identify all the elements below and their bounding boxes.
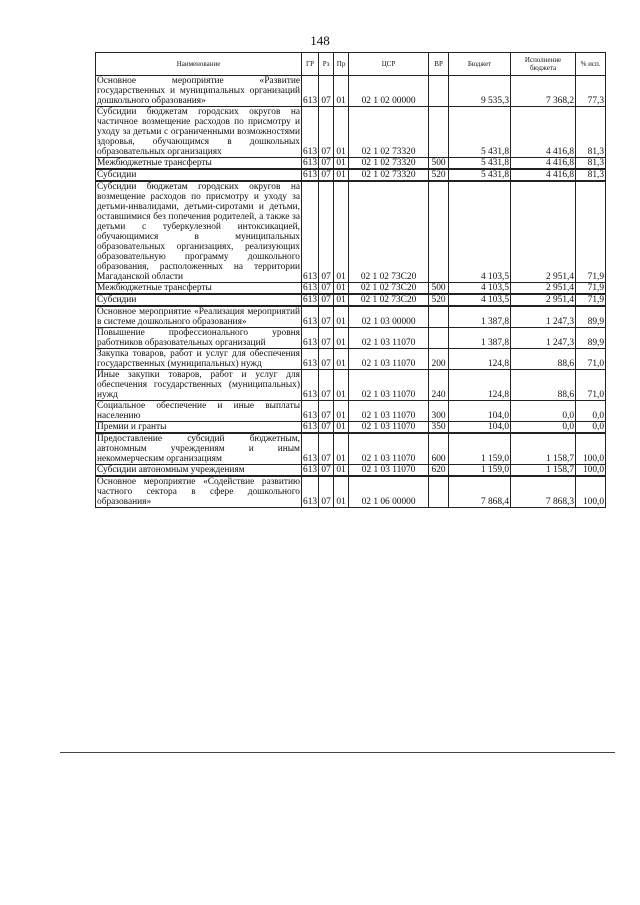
table-row — [96, 465, 606, 477]
cell-execution: 88,6 — [511, 370, 576, 401]
cell-vr: 520 — [429, 294, 449, 306]
cell-pr: 01 — [334, 349, 349, 370]
cell-execution: 2 951,4 — [511, 294, 576, 306]
cell-csr: 02 1 02 73320 — [349, 158, 429, 170]
cell-gr: 613 — [303, 465, 318, 475]
cell-percent: 81,3 — [576, 158, 606, 170]
cell-rz: 07 — [319, 283, 334, 295]
table-row — [96, 181, 606, 283]
cell-execution: 4 416,8 — [511, 158, 576, 170]
cell-gr: 613 — [302, 76, 319, 107]
cell-pr: 01 — [334, 401, 349, 422]
cell-pr: 01 — [334, 158, 349, 170]
cell-csr: 02 1 03 11070 — [349, 465, 429, 477]
header-budget: Бюджет — [449, 53, 511, 76]
cell-pr: 01 — [334, 370, 349, 401]
cell-pr: 01 — [334, 169, 349, 181]
cell-rz: 07 — [319, 107, 334, 158]
header-pr: Пр — [334, 53, 349, 76]
cell-csr: 02 1 02 73С20 — [349, 181, 429, 283]
cell-execution: 1 158,7 — [511, 465, 576, 477]
table-row — [96, 349, 606, 370]
cell-rz: 07 — [319, 476, 334, 508]
cell-rz: 07 — [319, 169, 334, 181]
cell-gr: 613 — [302, 181, 319, 283]
cell-name: Основное мероприятие «Содействие развитию частного сектора в сфере дошкольного образования» — [97, 477, 300, 507]
cell-name: Субсидии бюджетам городских округов на возмещение расходов по присмотру и уходу за детьми-инвалидами, детьми-сиротами и детьми, оставшимися без попечения родителей, а также за детьми с туберкулезной интоксикацией, обучающимися в муниципальных образовательных организациях, реализующих образовательную программу дошкольного образования, расположенных на территории Магаданской области — [97, 182, 300, 282]
cell-percent: 0,0 — [576, 422, 606, 434]
cell-vr: 500 — [429, 158, 449, 170]
cell-gr: 613 — [303, 158, 318, 168]
cell-name: Иные закупки товаров, работ и услуг для обеспечения государственных (муниципальных) нужд — [97, 370, 300, 400]
cell-name: Субсидии автономным учреждениям — [96, 465, 302, 477]
cell-gr: 613 — [302, 328, 319, 349]
header-vr: ВР — [429, 53, 449, 76]
cell-gr: 613 — [302, 476, 319, 508]
cell-name: Премии и гранты — [96, 422, 302, 434]
table-header-row — [96, 53, 606, 76]
cell-name: Повышение профессионального уровня работников образовательных организаций — [97, 328, 300, 348]
cell-vr — [429, 306, 449, 328]
cell-percent: 100,0 — [576, 465, 606, 477]
cell-budget: 104,0 — [449, 401, 511, 422]
cell-percent: 77,3 — [576, 76, 606, 107]
cell-execution: 2 951,4 — [511, 283, 576, 295]
cell-name: Предоставление субсидий бюджетным, автономным учреждениям и иным некоммерческим организациям — [97, 434, 300, 464]
cell-budget: 9 535,3 — [449, 76, 511, 107]
cell-rz: 07 — [319, 401, 334, 422]
cell-csr: 02 1 03 11070 — [349, 349, 429, 370]
table-row — [96, 169, 606, 181]
cell-budget: 4 103,5 — [449, 181, 511, 283]
cell-vr: 620 — [429, 465, 449, 477]
table-row — [96, 283, 606, 295]
cell-gr: 613 — [303, 295, 318, 305]
table-row — [96, 107, 606, 158]
cell-vr: 520 — [429, 169, 449, 181]
cell-percent: 71,9 — [576, 283, 606, 295]
cell-csr: 02 1 03 11070 — [349, 401, 429, 422]
cell-percent: 89,9 — [576, 306, 606, 328]
page-number: 148 — [310, 33, 330, 48]
cell-pr: 01 — [334, 107, 349, 158]
cell-vr: 500 — [429, 283, 449, 295]
cell-gr: 613 — [302, 433, 319, 465]
cell-percent: 81,3 — [576, 169, 606, 181]
cell-name: Основное мероприятие «Развитие государственных и муниципальных организаций дошкольного образования» — [97, 76, 300, 106]
cell-rz: 07 — [319, 181, 334, 283]
cell-rz: 07 — [319, 465, 334, 477]
cell-name: Субсидии — [96, 169, 302, 181]
header-execution: Исполнение бюджета — [511, 53, 576, 76]
cell-name: Основное мероприятие «Реализация мероприятий в системе дошкольного образования» — [97, 307, 300, 327]
cell-gr: 613 — [302, 349, 319, 370]
cell-vr — [429, 181, 449, 283]
table-row — [96, 306, 606, 328]
cell-pr: 01 — [334, 76, 349, 107]
cell-execution: 1 158,7 — [511, 433, 576, 465]
cell-name: Субсидии — [96, 294, 302, 306]
cell-csr: 02 1 03 11070 — [349, 370, 429, 401]
table-row — [96, 294, 606, 306]
table-row — [96, 328, 606, 349]
cell-gr: 613 — [303, 283, 318, 293]
cell-pr: 01 — [334, 181, 349, 283]
cell-percent: 71,9 — [576, 294, 606, 306]
cell-execution: 1 247,3 — [511, 328, 576, 349]
cell-vr: 200 — [429, 349, 449, 370]
cell-name: Закупка товаров, работ и услуг для обеспечения государственных (муниципальных) нужд — [97, 349, 300, 369]
cell-csr: 02 1 02 73С20 — [349, 283, 429, 295]
cell-gr: 613 — [302, 401, 319, 422]
cell-percent: 71,9 — [576, 181, 606, 283]
cell-name: Межбюджетные трансферты — [96, 283, 302, 295]
cell-vr — [429, 107, 449, 158]
cell-budget: 1 159,0 — [449, 465, 511, 477]
cell-budget: 1 387,8 — [449, 328, 511, 349]
cell-vr: 300 — [429, 401, 449, 422]
table-row — [96, 158, 606, 170]
cell-rz: 07 — [319, 294, 334, 306]
cell-rz: 07 — [319, 328, 334, 349]
cell-budget: 7 868,4 — [449, 476, 511, 508]
budget-table — [95, 52, 606, 508]
cell-name: Субсидии бюджетам городских округов на частичное возмещение расходов по присмотру и уходу за детьми с ограниченными возможностями здоровья, обучающимся в дошкольных образовательных организациях — [97, 107, 300, 157]
cell-rz: 07 — [319, 370, 334, 401]
cell-pr: 01 — [334, 294, 349, 306]
table-body — [96, 76, 606, 508]
cell-budget: 104,0 — [449, 422, 511, 434]
cell-name: Межбюджетные трансферты — [96, 158, 302, 170]
cell-execution: 4 416,8 — [511, 107, 576, 158]
cell-rz: 07 — [319, 76, 334, 107]
cell-budget: 5 431,8 — [449, 158, 511, 170]
cell-budget: 5 431,8 — [449, 107, 511, 158]
cell-rz: 07 — [319, 349, 334, 370]
cell-vr: 240 — [429, 370, 449, 401]
header-name: Наименование — [96, 53, 302, 76]
cell-rz: 07 — [319, 306, 334, 328]
table-row — [96, 476, 606, 508]
cell-budget: 4 103,5 — [449, 283, 511, 295]
page-divider — [60, 752, 615, 753]
header-gr: ГР — [302, 53, 319, 76]
table-row — [96, 433, 606, 465]
cell-gr: 613 — [303, 422, 318, 432]
cell-pr: 01 — [334, 283, 349, 295]
cell-budget: 124,8 — [449, 349, 511, 370]
cell-vr — [429, 76, 449, 107]
cell-pr: 01 — [334, 433, 349, 465]
cell-rz: 07 — [319, 158, 334, 170]
cell-vr — [429, 328, 449, 349]
cell-csr: 02 1 03 11070 — [349, 422, 429, 434]
cell-execution: 2 951,4 — [511, 181, 576, 283]
cell-percent: 71,0 — [576, 370, 606, 401]
cell-pr: 01 — [334, 422, 349, 434]
cell-percent: 71,0 — [576, 349, 606, 370]
cell-budget: 124,8 — [449, 370, 511, 401]
cell-csr: 02 1 03 11070 — [349, 328, 429, 349]
cell-csr: 02 1 03 11070 — [349, 433, 429, 465]
cell-execution: 88,6 — [511, 349, 576, 370]
cell-vr — [429, 476, 449, 508]
cell-csr: 02 1 03 00000 — [349, 306, 429, 328]
cell-percent: 100,0 — [576, 433, 606, 465]
header-rz: Рз — [319, 53, 334, 76]
cell-name: Социальное обеспечение и иные выплаты населению — [97, 401, 300, 421]
cell-execution: 1 247,3 — [511, 306, 576, 328]
table-row — [96, 76, 606, 107]
cell-rz: 07 — [319, 422, 334, 434]
cell-rz: 07 — [319, 433, 334, 465]
cell-execution: 7 868,3 — [511, 476, 576, 508]
cell-pr: 01 — [334, 476, 349, 508]
cell-budget: 4 103,5 — [449, 294, 511, 306]
cell-pr: 01 — [334, 465, 349, 477]
header-percent: % исп. — [576, 53, 606, 76]
cell-csr: 02 1 02 73С20 — [349, 294, 429, 306]
cell-execution: 4 416,8 — [511, 169, 576, 181]
cell-csr: 02 1 06 00000 — [349, 476, 429, 508]
cell-vr: 350 — [429, 422, 449, 434]
cell-percent: 0,0 — [576, 401, 606, 422]
cell-percent: 81,3 — [576, 107, 606, 158]
cell-vr: 600 — [429, 433, 449, 465]
cell-execution: 7 368,2 — [511, 76, 576, 107]
cell-budget: 1 159,0 — [449, 433, 511, 465]
cell-pr: 01 — [334, 328, 349, 349]
cell-csr: 02 1 02 73320 — [349, 169, 429, 181]
cell-execution: 0,0 — [511, 422, 576, 434]
cell-percent: 89,9 — [576, 328, 606, 349]
cell-gr: 613 — [302, 306, 319, 328]
cell-budget: 1 387,8 — [449, 306, 511, 328]
header-csr: ЦСР — [349, 53, 429, 76]
table-row — [96, 422, 606, 434]
cell-gr: 613 — [302, 370, 319, 401]
table-row — [96, 401, 606, 422]
cell-csr: 02 1 02 73320 — [349, 107, 429, 158]
cell-percent: 100,0 — [576, 476, 606, 508]
cell-csr: 02 1 02 00000 — [349, 76, 429, 107]
cell-gr: 613 — [302, 107, 319, 158]
cell-execution: 0,0 — [511, 401, 576, 422]
cell-gr: 613 — [303, 170, 318, 180]
table-row — [96, 370, 606, 401]
cell-pr: 01 — [334, 306, 349, 328]
cell-budget: 5 431,8 — [449, 169, 511, 181]
